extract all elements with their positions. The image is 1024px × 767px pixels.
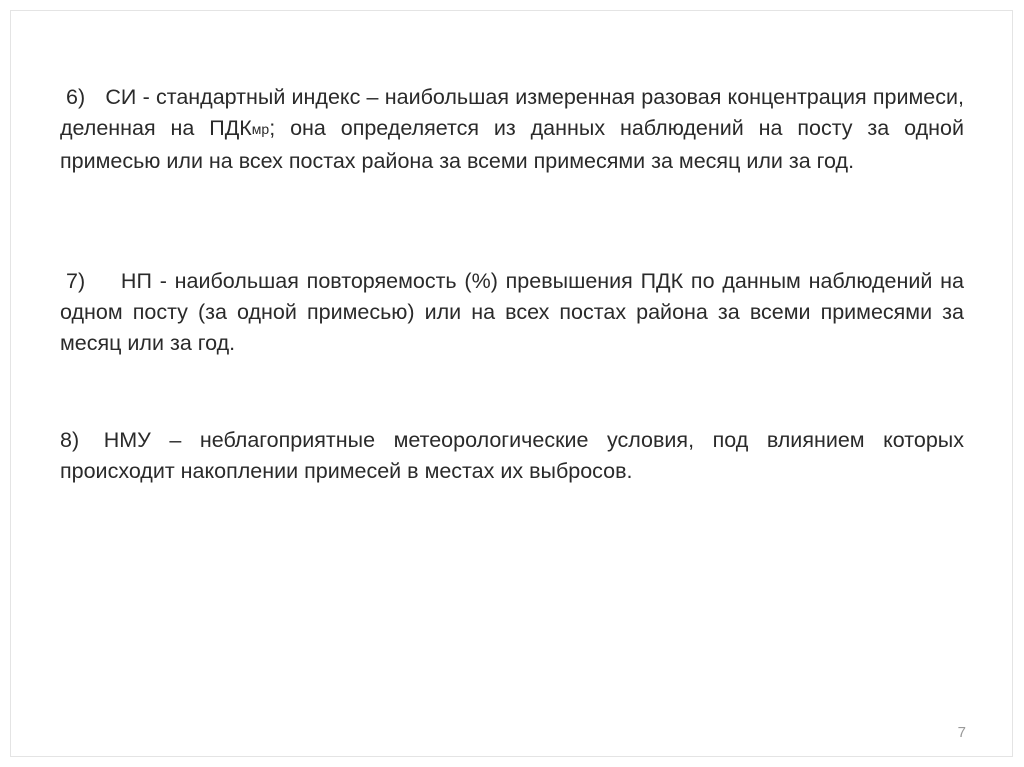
subscript: мр [251, 121, 270, 137]
item-number: 7) [66, 269, 86, 293]
definition-nmu [60, 425, 964, 487]
definition-np [60, 266, 964, 359]
page-number: 7 [957, 724, 966, 741]
item-number: 6) [66, 85, 86, 109]
item-number: 8) [60, 428, 80, 452]
definition-text: - наибольшая повторяемость (%) превышения ПДК по данным наблюдений на одном посту (за одной примесью) или на всех постах района за всеми примесями за месяц или за год. [60, 269, 964, 355]
definition-text: – неблагоприятные метеорологические условия, под влиянием которых происходит накоплении примесей в местах их выбросов. [60, 428, 964, 483]
definition-text-part1: - стандартный индекс – наибольшая измеренная разовая концентрация примеси, деленная на ПДК [60, 85, 964, 140]
definition-text-part2: ; она определяется из данных наблюдений на посту за одной примесью или на всех постах района за всеми примесями за месяц или за год. [60, 116, 964, 173]
term: НМУ [103, 428, 151, 452]
term: НП [120, 269, 152, 293]
definition-si [60, 82, 964, 177]
term: СИ [105, 85, 137, 109]
